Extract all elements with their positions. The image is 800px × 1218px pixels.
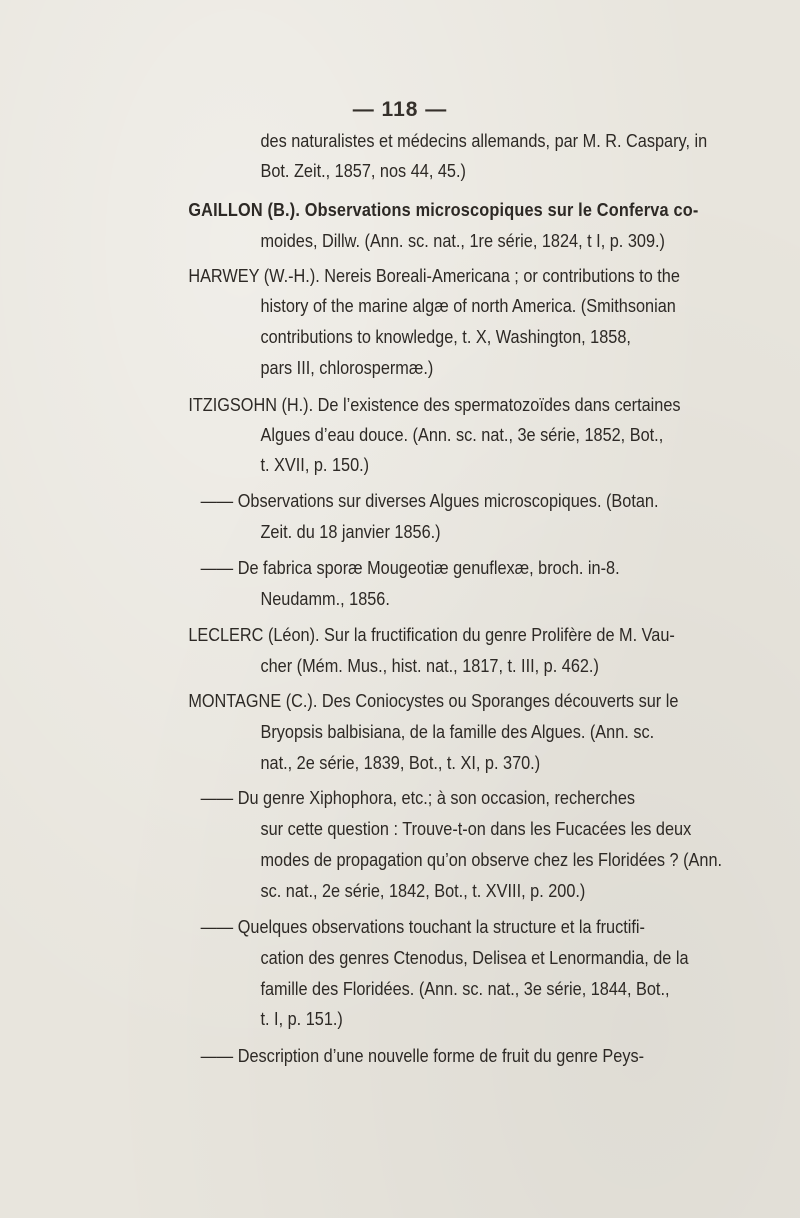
entry-line: cation des genres Ctenodus, Delisea et Lenormandia, de la bbox=[260, 947, 689, 968]
entry-line: MONTAGNE (C.). Des Coniocystes ou Sporanges découverts sur le bbox=[188, 690, 679, 711]
entry-line: pars III, chlorospermæ.) bbox=[260, 357, 434, 378]
entry-line: LECLERC (Léon). Sur la fructification du genre Prolifère de M. Vau- bbox=[188, 624, 675, 645]
entry-line: HARWEY (W.-H.). Nereis Boreali-Americana ; or contributions to the bbox=[188, 265, 680, 286]
entry-line: —— Description d’une nouvelle forme de fruit du genre Peys- bbox=[200, 1045, 645, 1066]
entry-line: nat., 2e série, 1839, Bot., t. XI, p. 370.) bbox=[260, 752, 541, 773]
page-number: — 118 — bbox=[352, 98, 448, 121]
entry-line: Algues d’eau douce. (Ann. sc. nat., 3e série, 1852, Bot., bbox=[260, 424, 664, 445]
entry-line: Bot. Zeit., 1857, nos 44, 45.) bbox=[260, 160, 466, 181]
entry-line: —— Du genre Xiphophora, etc.; à son occasion, recherches bbox=[200, 787, 636, 808]
entry-line: —— Quelques observations touchant la structure et la fructifi- bbox=[200, 916, 645, 937]
entry-line: Bryopsis balbisiana, de la famille des Algues. (Ann. sc. bbox=[260, 721, 655, 742]
entry-line: moides, Dillw. (Ann. sc. nat., 1re série, 1824, t I, p. 309.) bbox=[260, 230, 665, 251]
entry-line: t. XVII, p. 150.) bbox=[260, 454, 370, 475]
entry-line: cher (Mém. Mus., hist. nat., 1817, t. III, p. 462.) bbox=[260, 655, 599, 676]
entry-line: famille des Floridées. (Ann. sc. nat., 3e série, 1844, Bot., bbox=[260, 978, 670, 999]
entry-line: sur cette question : Trouve-t-on dans les Fucacées les deux bbox=[260, 818, 692, 839]
entry-line: t. I, p. 151.) bbox=[260, 1008, 343, 1029]
entry-line: sc. nat., 2e série, 1842, Bot., t. XVIII, p. 200.) bbox=[260, 880, 586, 901]
entry-line: Neudamm., 1856. bbox=[260, 588, 390, 609]
entry-line: GAILLON (B.). Observations microscopiques sur le Conferva co- bbox=[188, 199, 699, 220]
entry-line: ITZIGSOHN (H.). De l’existence des spermatozoïdes dans certaines bbox=[188, 394, 681, 415]
entry-line: —— De fabrica sporæ Mougeotiæ genuflexæ, broch. in-8. bbox=[200, 557, 620, 578]
entry-line: history of the marine algæ of north America. (Smithsonian bbox=[260, 295, 676, 316]
entry-line: Zeit. du 18 janvier 1856.) bbox=[260, 521, 441, 542]
entry-line: des naturalistes et médecins allemands, par M. R. Caspary, in bbox=[260, 130, 708, 151]
entry-line: contributions to knowledge, t. X, Washington, 1858, bbox=[260, 326, 631, 347]
entry-line: modes de propagation qu’on observe chez les Floridées ? (Ann. bbox=[260, 849, 723, 870]
entry-line: —— Observations sur diverses Algues microscopiques. (Botan. bbox=[200, 490, 659, 511]
